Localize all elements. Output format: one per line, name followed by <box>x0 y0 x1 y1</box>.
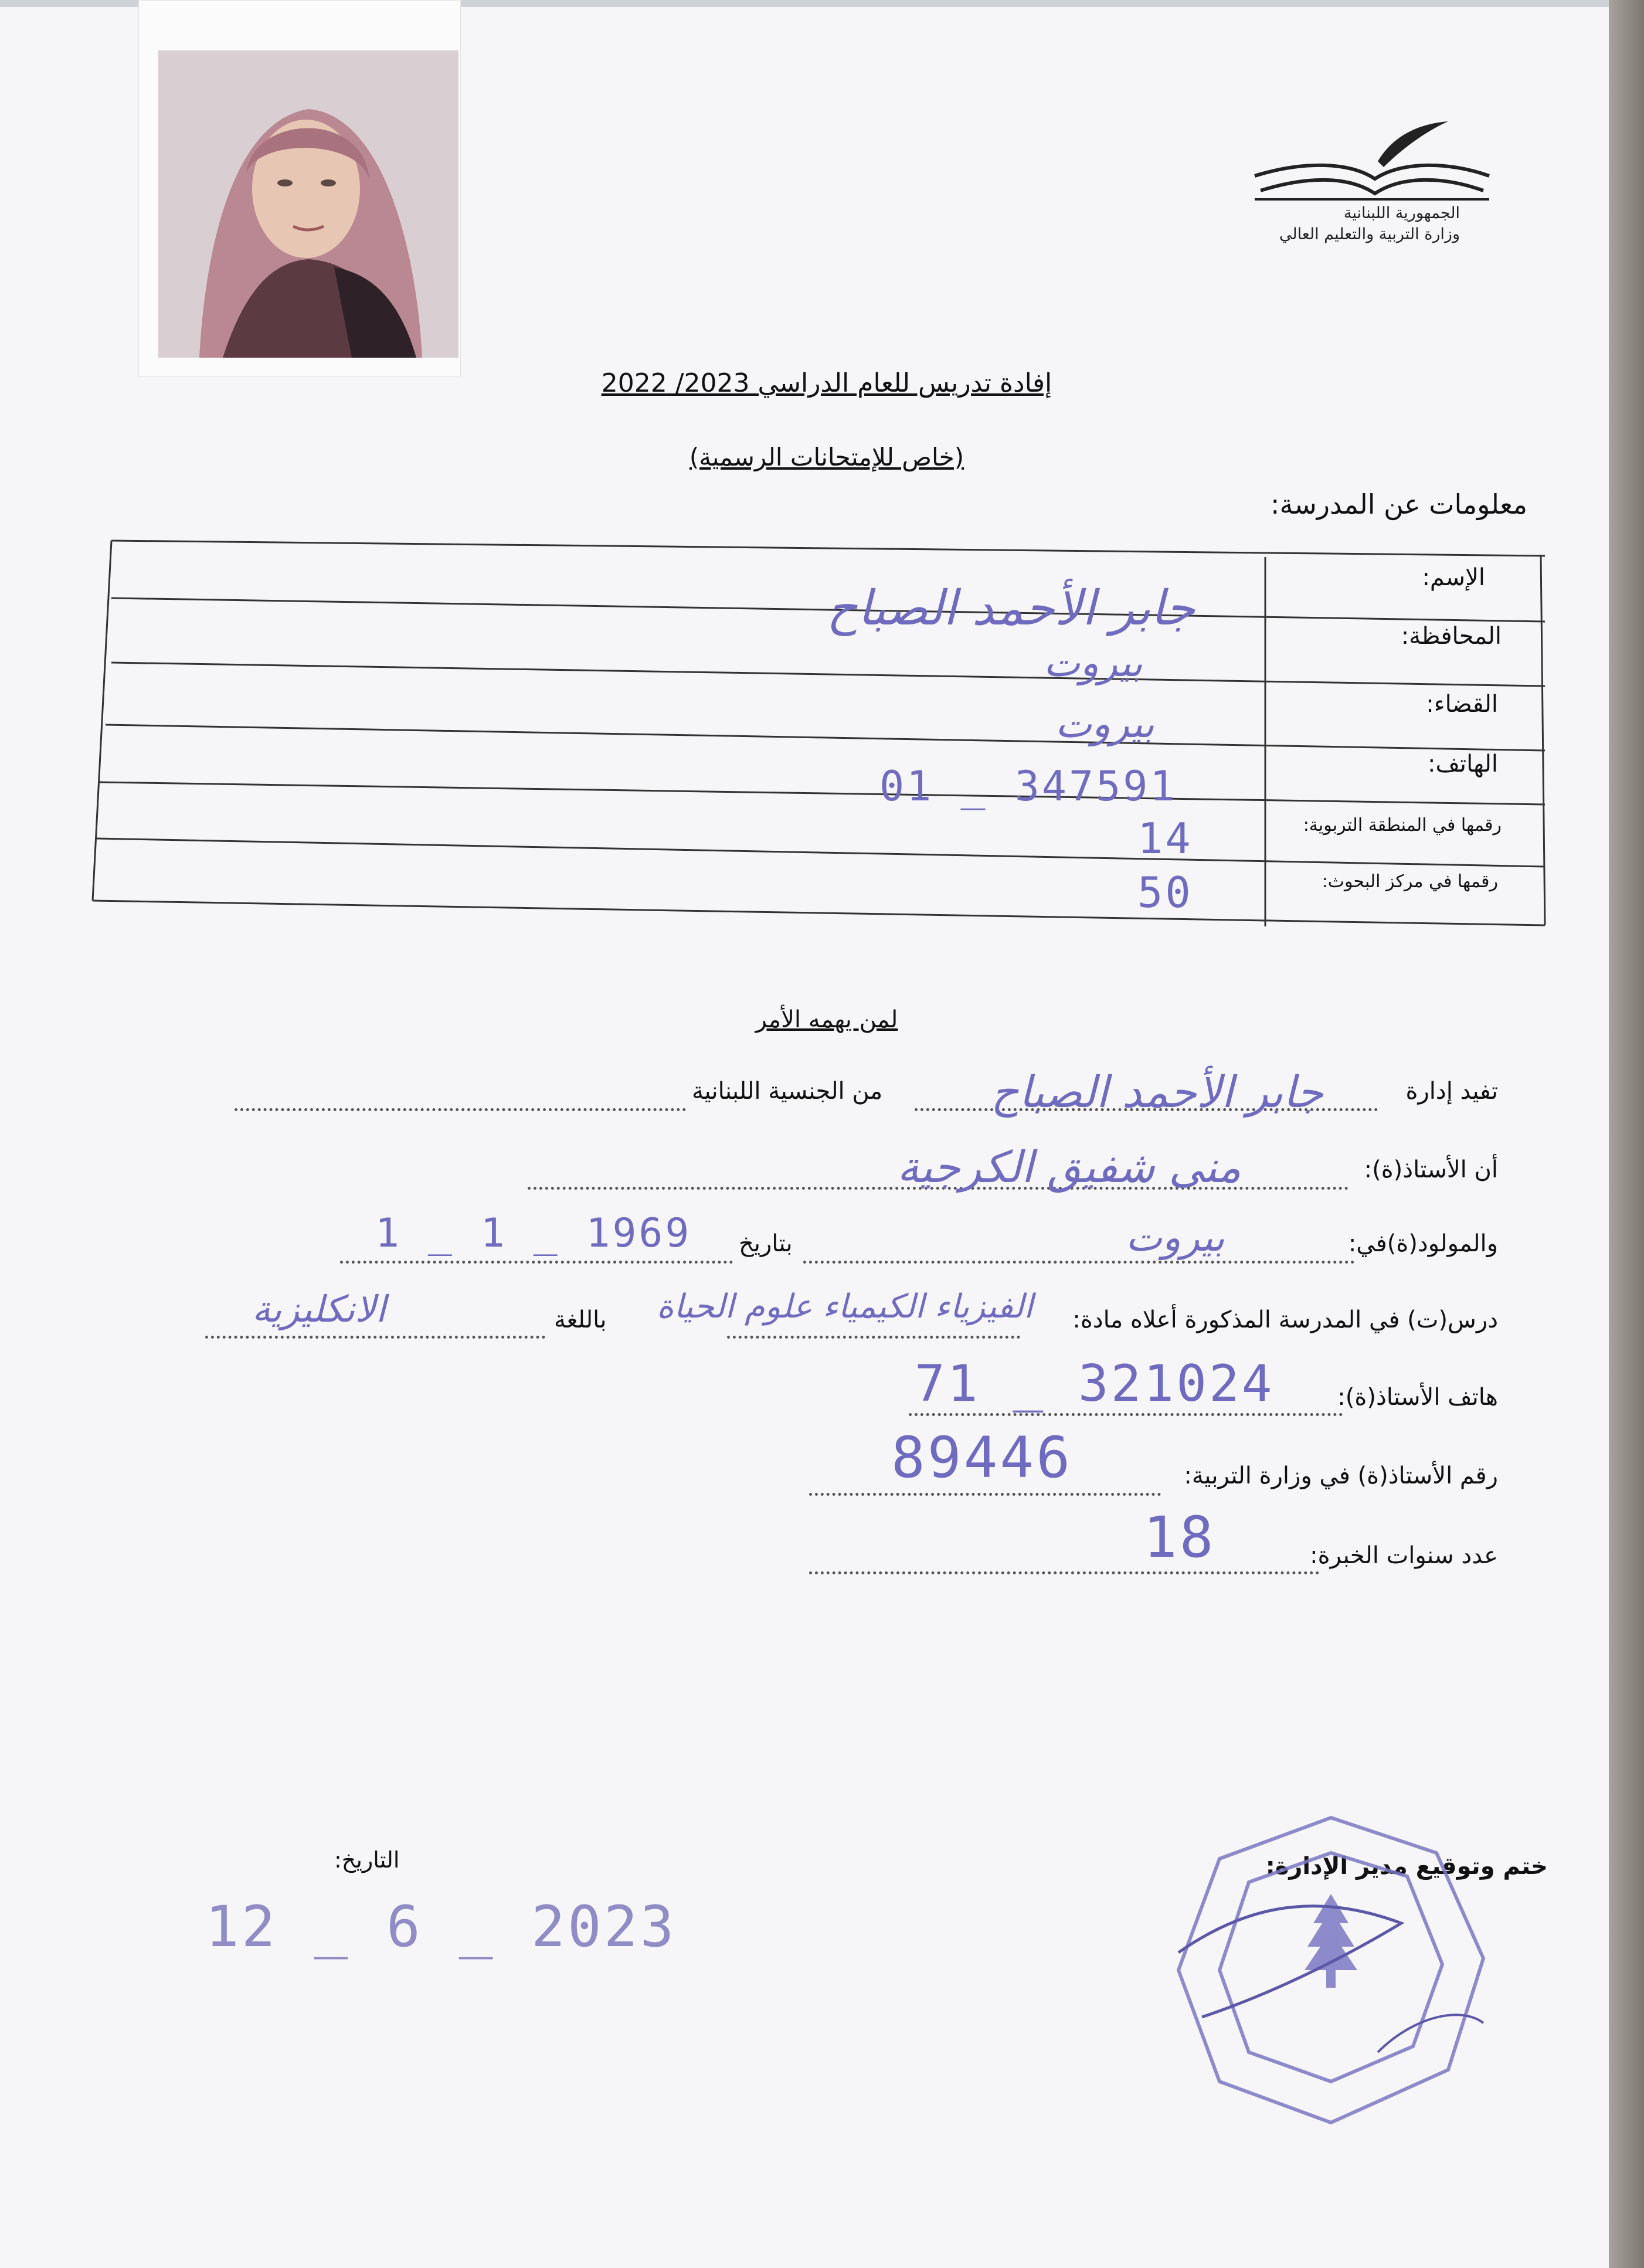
school-stamp <box>1167 1806 1495 2134</box>
body-line7-prefix: عدد سنوات الخبرة: <box>1310 1542 1498 1569</box>
document-title: إفادة تدريس للعام الدراسي 2023/ 2022 <box>601 368 1052 398</box>
body-line1-suffix: من الجنسية اللبنانية <box>692 1078 883 1105</box>
school-phone-value: 01 _ 347591 <box>879 762 1177 810</box>
date-label: التاريخ: <box>334 1847 400 1873</box>
signature-scribble <box>1178 1906 1401 2017</box>
body-line5-dots <box>909 1413 1343 1416</box>
body-line3-prefix: والمولود(ة)في: <box>1348 1230 1498 1257</box>
body-line3-date-dots <box>340 1261 733 1264</box>
page-edge <box>1609 0 1644 2268</box>
table-label-district: القضاء: <box>1426 691 1498 718</box>
body-line5-prefix: هاتف الأستاذ(ة): <box>1337 1384 1498 1411</box>
experience-years-value: 18 <box>1143 1505 1216 1570</box>
table-label-research-number: رقمها في مركز البحوث: <box>1322 871 1498 892</box>
birth-date-value: 1 _ 1 _ 1969 <box>375 1210 692 1257</box>
school-section-label: معلومات عن المدرسة: <box>1271 488 1527 520</box>
subjects-value: الفيزياء الكيمياء علوم الحياة <box>657 1288 1033 1326</box>
teacher-name-value: منى شفيق الكرجية <box>897 1142 1241 1193</box>
body-line2-prefix: أن الأستاذ(ة): <box>1364 1156 1498 1183</box>
body-line7-dots <box>809 1571 1319 1574</box>
body-line3-dots <box>803 1261 1354 1264</box>
table-label-region-number: رقمها في المنطقة التربوية: <box>1303 815 1502 836</box>
teacher-phone-value: 71 _ 321024 <box>915 1354 1275 1413</box>
region-number-value: 14 <box>1137 814 1193 863</box>
document-subtitle: (خاص للإمتحانات الرسمية) <box>689 443 964 471</box>
research-number-value: 50 <box>1137 868 1193 917</box>
language-value: الانكليزية <box>252 1288 386 1330</box>
table-label-name: الإسم: <box>1422 564 1485 591</box>
ministry-name: وزارة التربية والتعليم العالي <box>1279 225 1460 243</box>
body-line6-dots <box>809 1493 1161 1496</box>
district-value: بيروت <box>1055 701 1154 746</box>
body-line1-value: جابر الأحمد الصباح <box>991 1067 1323 1118</box>
signature-label: ختم وتوقيع مدير الإدارة: <box>1265 1853 1548 1880</box>
body-line4-prefix: درس(ت) في المدرسة المذكورة أعلاه مادة: <box>1072 1306 1498 1333</box>
date-value: 12 _ 6 _ 2023 <box>205 1894 677 1960</box>
body-line3-date-label: بتاريخ <box>739 1230 793 1257</box>
school-name-value: جابر الأحمد الصباح <box>827 580 1195 636</box>
body-line6-prefix: رقم الأستاذ(ة) في وزارة التربية: <box>1184 1462 1498 1489</box>
ministry-number-value: 89446 <box>891 1425 1072 1491</box>
body-line1-prefix: تفيد إدارة <box>1405 1078 1498 1105</box>
body-line4-language-dots <box>205 1336 545 1339</box>
to-whom-heading: لمن يهمه الأمر <box>755 1006 898 1033</box>
republic-name: الجمهورية اللبنانية <box>1343 204 1460 222</box>
body-line4-language-label: باللغة <box>554 1306 607 1333</box>
table-label-governorate: المحافظة: <box>1401 623 1502 650</box>
table-label-phone: الهاتف: <box>1428 751 1498 777</box>
body-line4-dots <box>727 1336 1020 1339</box>
birthplace-value: بيروت <box>1126 1215 1225 1260</box>
body-line1-trailing-dots <box>235 1108 686 1111</box>
governorate-value: بيروت <box>1044 640 1143 685</box>
